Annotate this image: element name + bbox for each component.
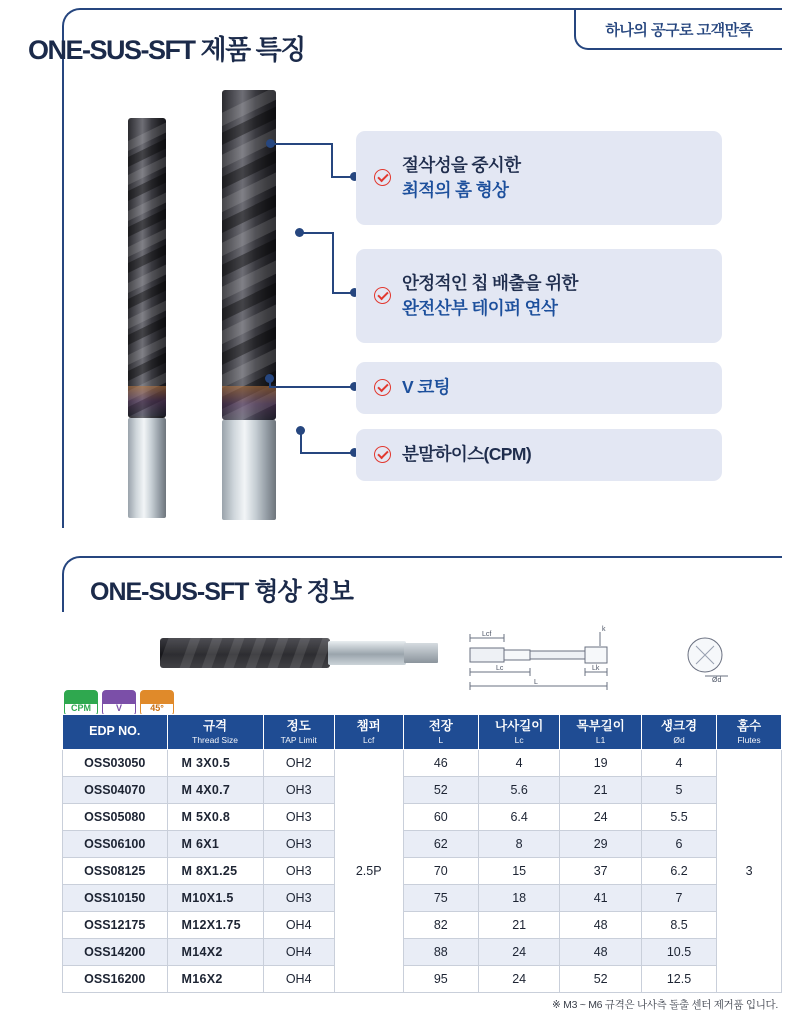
cell-lc: 5.6 bbox=[478, 777, 560, 804]
dim-label-lc: Lc bbox=[496, 665, 504, 672]
cell-edp: OSS14200 bbox=[63, 939, 168, 966]
cell-lc: 15 bbox=[478, 858, 560, 885]
cell-l1: 24 bbox=[560, 804, 642, 831]
page-title-text: ONE-SUS-SFT 제품 특징 bbox=[28, 35, 305, 65]
tap-shank bbox=[328, 641, 406, 665]
cell-size: M12X1.75 bbox=[167, 912, 263, 939]
spec-table bbox=[62, 714, 782, 993]
cell-od: 5.5 bbox=[641, 804, 716, 831]
table-row bbox=[63, 966, 782, 993]
table-footnote: ※ M3 ~ M6 규격은 나사측 돌출 센터 제거품 입니다. bbox=[552, 999, 778, 1011]
cell-edp: OSS10150 bbox=[63, 885, 168, 912]
cell-size: M 8X1.25 bbox=[167, 858, 263, 885]
cell-od: 6.2 bbox=[641, 858, 716, 885]
tap-small-flute-body bbox=[128, 118, 166, 418]
feature-3-line1: V 코팅 bbox=[402, 377, 450, 398]
leader-dot-2-start bbox=[295, 228, 304, 237]
cell-limit: OH3 bbox=[263, 885, 334, 912]
cell-od: 4 bbox=[641, 750, 716, 777]
cell-limit: OH3 bbox=[263, 858, 334, 885]
cell-limit: OH4 bbox=[263, 966, 334, 993]
leader-dot-1-start bbox=[266, 139, 275, 148]
col-thread-length: 나사길이 Lc bbox=[478, 715, 560, 750]
feature-box-1 bbox=[356, 131, 722, 225]
cell-limit: OH2 bbox=[263, 750, 334, 777]
cell-od: 5 bbox=[641, 777, 716, 804]
tap-square-drive bbox=[404, 643, 438, 663]
cell-lc: 24 bbox=[478, 939, 560, 966]
page-title bbox=[28, 28, 305, 67]
cell-l: 82 bbox=[403, 912, 478, 939]
badge-45-degree: 45° bbox=[140, 690, 174, 716]
cell-l: 88 bbox=[403, 939, 478, 966]
table-row bbox=[63, 885, 782, 912]
cell-limit: OH4 bbox=[263, 912, 334, 939]
cell-od: 6 bbox=[641, 831, 716, 858]
feature-2-line1: 안정적인 칩 배출을 위한 bbox=[402, 272, 578, 293]
feature-4-line1: 분말하이스(CPM) bbox=[402, 444, 532, 465]
cell-edp: OSS04070 bbox=[63, 777, 168, 804]
dim-label-lcf: Lcf bbox=[482, 631, 492, 638]
cell-l: 95 bbox=[403, 966, 478, 993]
cell-size: M 3X0.5 bbox=[167, 750, 263, 777]
cell-edp: OSS05080 bbox=[63, 804, 168, 831]
cell-edp: OSS08125 bbox=[63, 858, 168, 885]
cell-lc: 6.4 bbox=[478, 804, 560, 831]
cell-l1: 29 bbox=[560, 831, 642, 858]
cell-l: 62 bbox=[403, 831, 478, 858]
dim-label-lk: Lk bbox=[592, 665, 600, 672]
table-header-row bbox=[63, 715, 782, 750]
check-circle-icon bbox=[374, 379, 391, 396]
table-row bbox=[63, 804, 782, 831]
col-flutes: 홈수 Flutes bbox=[717, 715, 782, 750]
cell-lc: 21 bbox=[478, 912, 560, 939]
product-photo-taps bbox=[90, 80, 340, 530]
col-edp: EDP NO. bbox=[63, 715, 168, 750]
table-row bbox=[63, 750, 782, 777]
cell-od: 12.5 bbox=[641, 966, 716, 993]
cell-size: M 5X0.8 bbox=[167, 804, 263, 831]
cell-size: M 6X1 bbox=[167, 831, 263, 858]
cell-limit: OH3 bbox=[263, 804, 334, 831]
technical-drawing bbox=[450, 620, 770, 700]
badge-v-coating: V bbox=[102, 690, 136, 716]
feature-box-2 bbox=[356, 249, 722, 343]
cell-edp: OSS16200 bbox=[63, 966, 168, 993]
cell-lc: 18 bbox=[478, 885, 560, 912]
cell-l1: 19 bbox=[560, 750, 642, 777]
col-shank-dia: 생크경 Ød bbox=[641, 715, 716, 750]
cell-l1: 52 bbox=[560, 966, 642, 993]
cell-edp: OSS06100 bbox=[63, 831, 168, 858]
cell-l: 46 bbox=[403, 750, 478, 777]
tap-small bbox=[128, 118, 166, 518]
cell-l: 52 bbox=[403, 777, 478, 804]
leader-line-3b bbox=[269, 386, 335, 388]
col-overall-length: 전장 L bbox=[403, 715, 478, 750]
table-row bbox=[63, 831, 782, 858]
cell-limit: OH3 bbox=[263, 777, 334, 804]
col-neck-length: 목부길이 L1 bbox=[560, 715, 642, 750]
cell-size: M16X2 bbox=[167, 966, 263, 993]
table-row bbox=[63, 777, 782, 804]
check-circle-icon bbox=[374, 287, 391, 304]
tap-large-shank bbox=[222, 420, 276, 520]
feature-2-line2: 완전산부 테이퍼 연삭 bbox=[402, 298, 558, 318]
tap-body bbox=[160, 638, 330, 668]
cell-lc: 4 bbox=[478, 750, 560, 777]
product-photo-single-tap bbox=[160, 630, 440, 676]
leader-line-1a bbox=[271, 143, 333, 145]
slogan-badge: 하나의 공구로 고객만족 bbox=[574, 10, 782, 50]
col-thread-size: 규격 Thread Size bbox=[167, 715, 263, 750]
badge-cpm: CPM bbox=[64, 690, 98, 716]
cell-limit: OH4 bbox=[263, 939, 334, 966]
leader-dot-3-start bbox=[265, 374, 274, 383]
cell-l1: 41 bbox=[560, 885, 642, 912]
check-circle-icon bbox=[374, 169, 391, 186]
cell-od: 10.5 bbox=[641, 939, 716, 966]
feature-box-4 bbox=[356, 429, 722, 481]
leader-line-4b bbox=[300, 452, 355, 454]
cell-flutes-merged: 3 bbox=[717, 750, 782, 993]
cell-od: 8.5 bbox=[641, 912, 716, 939]
leader-dot-4-start bbox=[296, 426, 305, 435]
cell-size: M 4X0.7 bbox=[167, 777, 263, 804]
feature-1-line2: 최적의 홈 형상 bbox=[402, 180, 509, 200]
cell-chamfer-merged: 2.5P bbox=[334, 750, 403, 993]
cell-edp: OSS12175 bbox=[63, 912, 168, 939]
leader-line-1b bbox=[331, 143, 333, 178]
leader-line-2a bbox=[300, 232, 334, 234]
cell-l1: 37 bbox=[560, 858, 642, 885]
cell-od: 7 bbox=[641, 885, 716, 912]
cell-lc: 24 bbox=[478, 966, 560, 993]
table-row bbox=[63, 858, 782, 885]
table-row bbox=[63, 939, 782, 966]
cell-lc: 8 bbox=[478, 831, 560, 858]
feature-box-3 bbox=[356, 362, 722, 414]
leader-line-2b bbox=[332, 232, 334, 294]
dim-label-od: Ød bbox=[712, 677, 722, 684]
check-circle-icon bbox=[374, 446, 391, 463]
section2-title: ONE-SUS-SFT 형상 정보 bbox=[90, 578, 353, 606]
cell-limit: OH3 bbox=[263, 831, 334, 858]
tap-large bbox=[222, 90, 276, 520]
dim-label-l: L bbox=[534, 679, 538, 686]
cell-size: M14X2 bbox=[167, 939, 263, 966]
cell-l: 60 bbox=[403, 804, 478, 831]
dim-label-k: k bbox=[602, 626, 606, 633]
cell-l1: 48 bbox=[560, 912, 642, 939]
col-tap-limit: 정도 TAP Limit bbox=[263, 715, 334, 750]
cell-size: M10X1.5 bbox=[167, 885, 263, 912]
table-row bbox=[63, 912, 782, 939]
cell-l: 75 bbox=[403, 885, 478, 912]
tap-small-shank bbox=[128, 418, 166, 518]
cell-edp: OSS03050 bbox=[63, 750, 168, 777]
cell-l1: 48 bbox=[560, 939, 642, 966]
cell-l1: 21 bbox=[560, 777, 642, 804]
col-chamfer: 챔퍼 Lcf bbox=[334, 715, 403, 750]
cell-l: 70 bbox=[403, 858, 478, 885]
feature-1-line1: 절삭성을 중시한 bbox=[402, 154, 521, 175]
feature-badges bbox=[64, 690, 174, 716]
